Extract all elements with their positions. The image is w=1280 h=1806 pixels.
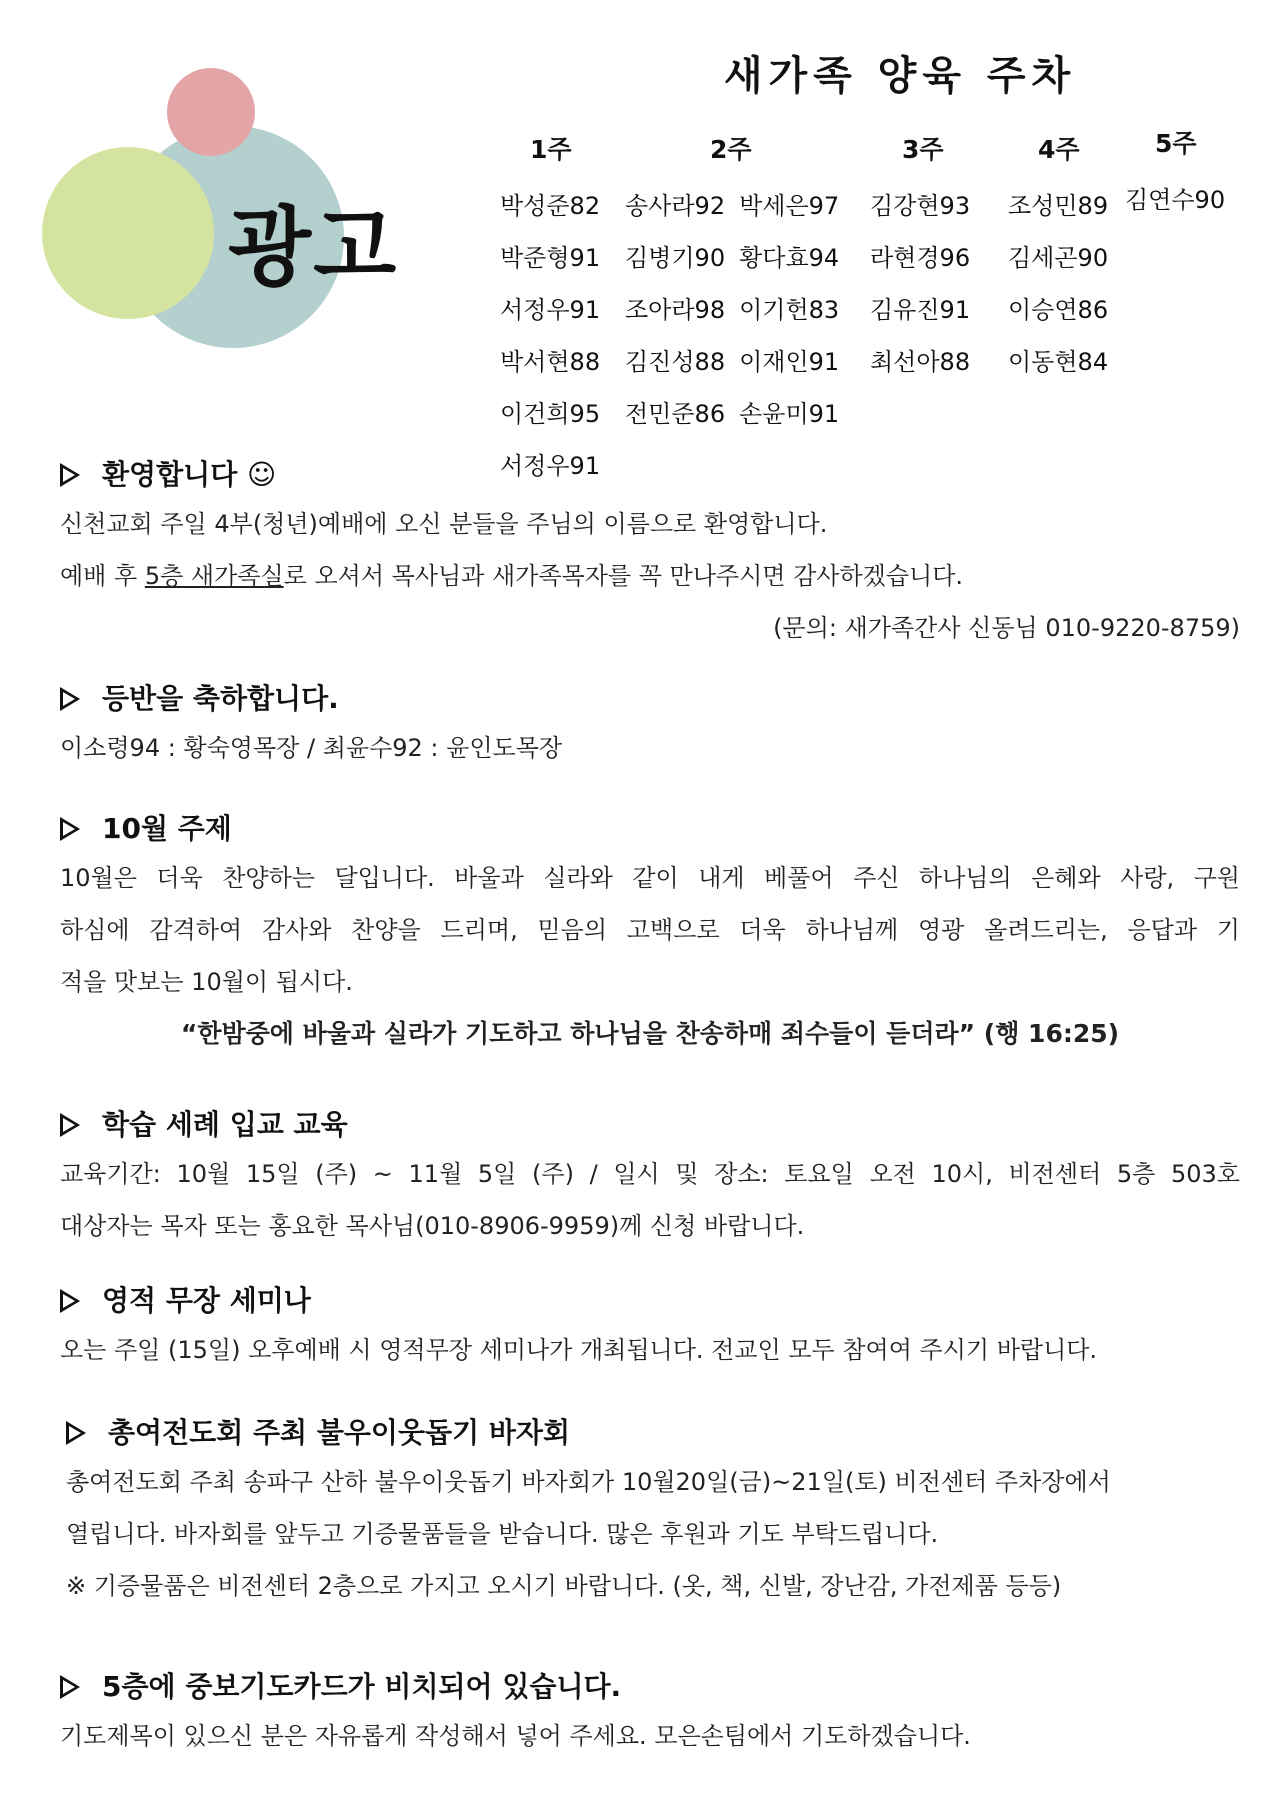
member-name: 라현경96 xyxy=(870,244,971,272)
triangle-bullet-icon xyxy=(60,687,80,711)
section-title: 10월 주제 xyxy=(102,812,232,845)
triangle-bullet-icon xyxy=(60,463,80,487)
member-name: 김강현93 xyxy=(870,192,971,220)
member-name: 서정우91 xyxy=(500,296,601,324)
bazaar-section xyxy=(66,1410,1216,1612)
member-name: 김유진91 xyxy=(870,296,971,324)
triangle-bullet-icon xyxy=(60,1113,80,1137)
member-name: 이재인91 xyxy=(739,348,840,376)
prayer-card-line: 기도제목이 있으신 분은 자유롭게 작성해서 넣어 주세요. 모은손팀에서 기도하겠습니다. xyxy=(60,1722,971,1750)
member-name: 김병기90 xyxy=(625,244,726,272)
member-name: 손윤미91 xyxy=(739,400,840,428)
triangle-bullet-icon xyxy=(66,1421,86,1445)
member-name: 조아라98 xyxy=(625,296,726,324)
theme-line: 하심에 감격하여 감사와 찬양을 드리며, 믿음의 고백으로 더욱 하나님께 영광 올려드리는, 응답과 기 xyxy=(60,916,1240,944)
member-pair xyxy=(625,232,839,284)
member-name: 김진성88 xyxy=(625,348,726,376)
member-name: 서정우91 xyxy=(500,452,601,480)
text-fragment: 예배 후 xyxy=(60,562,145,590)
week-label: 3주 xyxy=(902,135,944,164)
bazaar-line: 열립니다. 바자회를 앞두고 기증물품들을 받습니다. 많은 후원과 기도 부탁드립니다. xyxy=(66,1520,939,1548)
member-name: 김연수90 xyxy=(1125,186,1226,214)
week-4-column xyxy=(1008,130,1108,388)
member-name: 전민준86 xyxy=(625,400,726,428)
ad-title: 광고 xyxy=(228,198,399,298)
prayer-card-section xyxy=(60,1664,1240,1762)
week-label: 2주 xyxy=(710,135,752,164)
member-name: 이승연86 xyxy=(1008,296,1109,324)
bazaar-line: 총여전도회 주최 송파구 산하 불우이웃돕기 바자회가 10월20일(금)~21일(토) 비전센터 주차장에서 xyxy=(66,1468,1111,1496)
member-name: 조성민89 xyxy=(1008,192,1109,220)
bazaar-line: ※ 기증물품은 비전센터 2층으로 가지고 오시기 바랍니다. (옷, 책, 신발, 장난감, 가전제품 등등) xyxy=(66,1572,1062,1600)
theme-line: 적을 맛보는 10월이 됩시다. xyxy=(60,968,353,996)
member-name: 최선아88 xyxy=(870,348,971,376)
october-theme-section xyxy=(60,806,1240,1060)
member-name: 이기헌83 xyxy=(739,296,840,324)
member-name: 박세은97 xyxy=(739,192,840,220)
week-2-column xyxy=(625,130,839,440)
section-title: 등반을 축하합니다. xyxy=(102,682,339,715)
promotion-line: 이소령94 : 황숙영목장 / 최윤수92 : 윤인도목장 xyxy=(60,734,563,762)
seminar-section xyxy=(60,1278,1240,1376)
member-pair xyxy=(625,388,839,440)
member-name: 이건희95 xyxy=(500,400,601,428)
schedule-title: 새가족 양육 주차 xyxy=(723,53,1077,99)
welcome-line: 신천교회 주일 4부(청년)예배에 오신 분들을 주님의 이름으로 환영합니다. xyxy=(60,510,828,538)
education-section xyxy=(60,1102,1240,1252)
education-line: 교육기간: 10월 15일 (주) ~ 11월 5일 (주) / 일시 및 장소: 토요일 오전 10시, 비전센터 5층 503호 xyxy=(60,1160,1240,1188)
member-pair xyxy=(625,180,839,232)
triangle-bullet-icon xyxy=(60,1289,80,1313)
triangle-bullet-icon xyxy=(60,817,80,841)
member-name: 박성준82 xyxy=(500,192,601,220)
week-1-column xyxy=(500,130,600,492)
section-title: 환영합니다 ☺ xyxy=(102,458,277,491)
text-fragment: 로 오셔서 목사님과 새가족목자를 꼭 만나주시면 감사하겠습니다. xyxy=(283,562,964,590)
section-title: 총여전도회 주최 불우이웃돕기 바자회 xyxy=(108,1416,571,1449)
member-name: 송사라92 xyxy=(625,192,726,220)
member-pair xyxy=(625,284,839,336)
decor-circle-green xyxy=(42,147,214,319)
triangle-bullet-icon xyxy=(60,1675,80,1699)
theme-line: 10월은 더욱 찬양하는 달입니다. 바울과 실라와 같이 내게 베풀어 주신 하나님의 은혜와 사랑, 구원 xyxy=(60,864,1240,892)
member-name: 박서현88 xyxy=(500,348,601,376)
week-5-column xyxy=(1125,130,1225,226)
contact-info: (문의: 새가족간사 신동님 010-9220-8759) xyxy=(773,614,1240,642)
promotion-section xyxy=(60,676,1240,774)
member-name: 이동현84 xyxy=(1008,348,1109,376)
section-title: 영적 무장 세미나 xyxy=(102,1284,311,1317)
welcome-section xyxy=(60,452,1240,654)
room-location: 5층 새가족실 xyxy=(144,562,284,590)
education-line: 대상자는 목자 또는 홍요한 목사님(010-8906-9959)께 신청 바랍니다. xyxy=(60,1212,805,1240)
week-label: 5주 xyxy=(1155,129,1197,158)
member-name: 박준형91 xyxy=(500,244,601,272)
member-name: 황다효94 xyxy=(739,244,840,272)
week-label: 1주 xyxy=(530,135,572,164)
section-title: 5층에 중보기도카드가 비치되어 있습니다. xyxy=(102,1670,622,1703)
member-name: 김세곤90 xyxy=(1008,244,1109,272)
member-pair xyxy=(625,336,839,388)
bible-verse: “한밤중에 바울과 실라가 기도하고 하나님을 찬송하매 죄수들이 듣더라” (행 16:25) xyxy=(180,1019,1120,1048)
decor-circle-pink xyxy=(167,68,255,156)
seminar-line: 오는 주일 (15일) 오후예배 시 영적무장 세미나가 개최됩니다. 전교인 모두 참여여 주시기 바랍니다. xyxy=(60,1336,1098,1364)
section-title: 학습 세례 입교 교육 xyxy=(102,1108,348,1141)
week-label: 4주 xyxy=(1038,135,1080,164)
welcome-line xyxy=(60,550,1240,602)
week-3-column xyxy=(870,130,970,388)
